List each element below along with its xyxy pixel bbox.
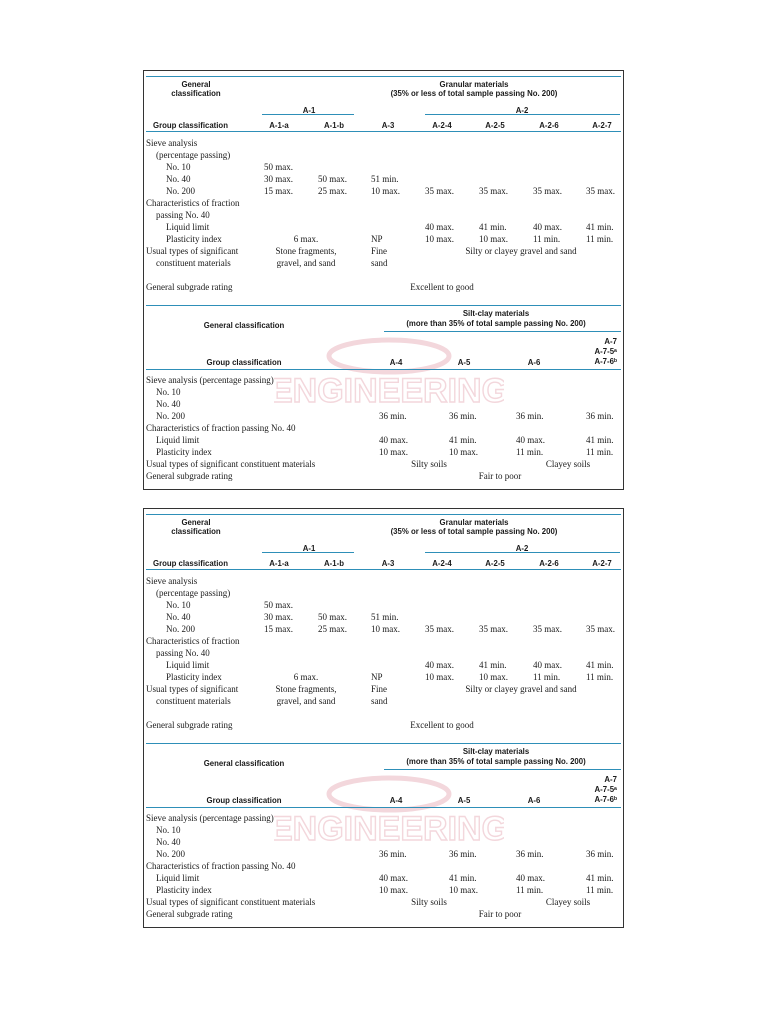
granular-materials-title: Granular materials <box>439 80 509 89</box>
cell-value: 35 max. <box>533 624 562 634</box>
row-label-no40: No. 40 <box>166 174 191 184</box>
cell-value: 11 min. <box>586 447 614 457</box>
cell-value: 51 min. <box>371 612 399 622</box>
cell-value: 11 min. <box>586 885 614 895</box>
row-label-plasticity-index: Plasticity index <box>166 234 222 244</box>
group-header: A-2-5 <box>485 559 505 568</box>
row-label-no200: No. 200 <box>166 186 195 196</box>
cell-value: 40 max. <box>533 222 562 232</box>
cell-value: NP <box>371 234 383 244</box>
cell-value: 35 max. <box>479 186 508 196</box>
cell-value: 11 min. <box>516 447 544 457</box>
cell-value: 10 max. <box>479 234 508 244</box>
table-rule <box>384 331 621 332</box>
cell-value: 30 max. <box>264 612 293 622</box>
cell-value: 25 max. <box>318 624 347 634</box>
sieve-analysis-label: (percentage passing) <box>156 150 231 160</box>
group-header: A-2-4 <box>432 559 452 568</box>
group-header: A-7-6ᵇ <box>594 357 617 366</box>
usual-types-label: Usual types of significant constituent materials <box>146 459 316 469</box>
cell-value: 40 max. <box>379 435 408 445</box>
group-header: A-2-4 <box>432 121 452 130</box>
table-rule <box>146 305 621 306</box>
cell-value: Stone fragments, <box>275 246 337 256</box>
cell-value: 10 max. <box>449 447 478 457</box>
table-rule <box>146 743 621 744</box>
group-header: A-1-a <box>269 559 289 568</box>
cell-value: 50 max. <box>264 600 293 610</box>
table-rule <box>384 769 621 770</box>
cell-value: Silty soils <box>411 459 447 469</box>
cell-value: Silty or clayey gravel and sand <box>465 246 577 256</box>
group-header: A-2-7 <box>592 559 612 568</box>
row-label-no200: No. 200 <box>156 849 185 859</box>
characteristics-label: passing No. 40 <box>156 210 210 220</box>
classification-table-2 <box>143 508 624 928</box>
cell-value: 15 max. <box>264 624 293 634</box>
table-rule <box>146 131 621 132</box>
sieve-analysis-label: (percentage passing) <box>156 588 231 598</box>
cell-value: NP <box>371 672 383 682</box>
cell-value: 40 max. <box>425 222 454 232</box>
cell-value: 10 max. <box>379 885 408 895</box>
general-classification-label: General <box>181 518 211 527</box>
cell-value: 40 max. <box>516 435 545 445</box>
group-a1-header: A-1 <box>302 106 316 115</box>
cell-value: 35 max. <box>586 624 615 634</box>
subgrade-rating-value: Fair to poor <box>478 909 522 919</box>
cell-value: 35 max. <box>425 186 454 196</box>
sieve-analysis-label: Sieve analysis (percentage passing) <box>146 813 274 823</box>
row-label-no10: No. 10 <box>156 387 181 397</box>
group-classification-label: Group classification <box>206 796 282 805</box>
cell-value: Clayey soils <box>545 897 591 907</box>
general-classification-label: General classification <box>203 759 285 768</box>
cell-value: 41 min. <box>479 660 507 670</box>
cell-value: 41 min. <box>586 222 614 232</box>
cell-value: 11 min. <box>586 672 614 682</box>
silt-clay-subtitle: (more than 35% of total sample passing No. 200) <box>406 757 586 766</box>
row-label-plasticity-index: Plasticity index <box>156 447 212 457</box>
group-header: A-1-b <box>324 559 344 568</box>
cell-value: 36 min. <box>449 411 477 421</box>
group-classification-label: Group classification <box>206 358 282 367</box>
cell-value: 41 min. <box>586 660 614 670</box>
cell-value: 41 min. <box>586 435 614 445</box>
cell-value: 36 min. <box>449 849 477 859</box>
table-rule <box>146 369 621 370</box>
cell-value: 10 max. <box>379 447 408 457</box>
cell-value: 11 min. <box>516 885 544 895</box>
cell-value: gravel, and sand <box>276 258 336 268</box>
cell-value: 40 max. <box>425 660 454 670</box>
table-rule <box>146 569 621 570</box>
row-label-no40: No. 40 <box>156 399 181 409</box>
group-header: A-4 <box>389 358 403 367</box>
cell-value: 35 max. <box>586 186 615 196</box>
cell-value: 40 max. <box>516 873 545 883</box>
cell-value: 10 max. <box>371 624 400 634</box>
table-rule <box>146 76 621 77</box>
characteristics-label: Characteristics of fraction passing No. 40 <box>146 861 296 871</box>
cell-value: Silty or clayey gravel and sand <box>465 684 577 694</box>
group-header: A-5 <box>457 358 471 367</box>
cell-value: 10 max. <box>371 186 400 196</box>
cell-value: Silty soils <box>411 897 447 907</box>
cell-value: Clayey soils <box>545 459 591 469</box>
group-a1-header: A-1 <box>302 544 316 553</box>
cell-value: 41 min. <box>449 873 477 883</box>
subgrade-rating-label: General subgrade rating <box>146 471 233 481</box>
group-header: A-6 <box>527 358 541 367</box>
group-header: A-7-5ᵃ <box>594 347 617 356</box>
cell-value: 36 min. <box>379 849 407 859</box>
row-label-liquid-limit: Liquid limit <box>156 873 200 883</box>
usual-types-label: Usual types of significant <box>146 246 239 256</box>
cell-value: 10 max. <box>425 672 454 682</box>
usual-types-label: constituent materials <box>156 258 231 268</box>
characteristics-label: Characteristics of fraction <box>146 636 240 646</box>
cell-value: 35 max. <box>533 186 562 196</box>
cell-value: 50 max. <box>264 162 293 172</box>
group-header: A-7-6ᵇ <box>594 795 617 804</box>
cell-value: 15 max. <box>264 186 293 196</box>
cell-value: 41 min. <box>479 222 507 232</box>
watermark-text: ENGINEERING <box>274 372 504 410</box>
cell-value: 6 max. <box>293 672 319 682</box>
general-classification-label: General <box>181 80 211 89</box>
cell-value: 36 min. <box>516 411 544 421</box>
cell-value: Stone fragments, <box>275 684 337 694</box>
group-a2-header: A-2 <box>515 106 529 115</box>
row-label-no10: No. 10 <box>156 825 181 835</box>
cell-value: 35 max. <box>479 624 508 634</box>
row-label-no40: No. 40 <box>156 837 181 847</box>
group-header: A-3 <box>381 121 395 130</box>
cell-value: 35 max. <box>425 624 454 634</box>
table-rule <box>146 807 621 808</box>
sieve-analysis-label: Sieve analysis <box>146 138 198 148</box>
cell-value: Fine <box>371 684 388 694</box>
group-classification-label: Group classification <box>153 121 228 130</box>
row-label-plasticity-index: Plasticity index <box>156 885 212 895</box>
characteristics-label: Characteristics of fraction passing No. 40 <box>146 423 296 433</box>
cell-value: 41 min. <box>449 435 477 445</box>
sieve-analysis-label: Sieve analysis (percentage passing) <box>146 375 274 385</box>
cell-value: 10 max. <box>449 885 478 895</box>
row-label-no10: No. 10 <box>166 600 191 610</box>
general-classification-label: classification <box>171 527 221 536</box>
row-label-no200: No. 200 <box>166 624 195 634</box>
row-label-no40: No. 40 <box>166 612 191 622</box>
cell-value: 36 min. <box>516 849 544 859</box>
cell-value: 10 max. <box>425 234 454 244</box>
usual-types-label: constituent materials <box>156 696 231 706</box>
silt-clay-subtitle: (more than 35% of total sample passing No. 200) <box>406 319 586 328</box>
granular-materials-subtitle: (35% or less of total sample passing No. 200) <box>390 89 558 98</box>
classification-table-1 <box>143 70 624 490</box>
sieve-analysis-label: Sieve analysis <box>146 576 198 586</box>
group-classification-label: Group classification <box>153 559 228 568</box>
row-label-liquid-limit: Liquid limit <box>166 660 210 670</box>
silt-clay-title: Silt-clay materials <box>462 747 530 756</box>
group-header: A-4 <box>389 796 403 805</box>
usual-types-label: Usual types of significant constituent materials <box>146 897 316 907</box>
cell-value: 51 min. <box>371 174 399 184</box>
group-header: A-2-5 <box>485 121 505 130</box>
cell-value: 6 max. <box>293 234 319 244</box>
cell-value: gravel, and sand <box>276 696 336 706</box>
subgrade-rating-label: General subgrade rating <box>146 909 233 919</box>
granular-materials-subtitle: (35% or less of total sample passing No. 200) <box>390 527 558 536</box>
silt-clay-title: Silt-clay materials <box>462 309 530 318</box>
cell-value: 36 min. <box>379 411 407 421</box>
cell-value: 41 min. <box>586 873 614 883</box>
row-label-plasticity-index: Plasticity index <box>166 672 222 682</box>
group-header: A-6 <box>527 796 541 805</box>
group-header: A-2-6 <box>539 121 559 130</box>
subgrade-rating-value: Excellent to good <box>410 282 474 292</box>
row-label-liquid-limit: Liquid limit <box>156 435 200 445</box>
granular-materials-title: Granular materials <box>439 518 509 527</box>
cell-value: 40 max. <box>379 873 408 883</box>
cell-value: 40 max. <box>533 660 562 670</box>
characteristics-label: Characteristics of fraction <box>146 198 240 208</box>
general-classification-label: General classification <box>203 321 285 330</box>
row-label-no200: No. 200 <box>156 411 185 421</box>
usual-types-label: Usual types of significant <box>146 684 239 694</box>
cell-value: sand <box>371 258 388 268</box>
row-label-liquid-limit: Liquid limit <box>166 222 210 232</box>
row-label-no10: No. 10 <box>166 162 191 172</box>
cell-value: sand <box>371 696 388 706</box>
cell-value: 11 min. <box>586 234 614 244</box>
group-header: A-1-b <box>324 121 344 130</box>
group-header: A-7 <box>604 775 617 784</box>
group-header: A-3 <box>381 559 395 568</box>
cell-value: 36 min. <box>586 849 614 859</box>
general-classification-label: classification <box>171 89 221 98</box>
cell-value: 10 max. <box>479 672 508 682</box>
cell-value: 50 max. <box>318 174 347 184</box>
subgrade-rating-label: General subgrade rating <box>146 720 233 730</box>
cell-value: 11 min. <box>533 234 561 244</box>
group-header: A-1-a <box>269 121 289 130</box>
characteristics-label: passing No. 40 <box>156 648 210 658</box>
table-rule <box>146 514 621 515</box>
group-header: A-7 <box>604 337 617 346</box>
subgrade-rating-value: Excellent to good <box>410 720 474 730</box>
cell-value: 50 max. <box>318 612 347 622</box>
subgrade-rating-value: Fair to poor <box>478 471 522 481</box>
watermark-text: ENGINEERING <box>274 810 504 848</box>
cell-value: 11 min. <box>533 672 561 682</box>
group-header: A-2-6 <box>539 559 559 568</box>
group-header: A-5 <box>457 796 471 805</box>
cell-value: 30 max. <box>264 174 293 184</box>
cell-value: 25 max. <box>318 186 347 196</box>
cell-value: Fine <box>371 246 388 256</box>
group-a2-header: A-2 <box>515 544 529 553</box>
group-header: A-2-7 <box>592 121 612 130</box>
group-header: A-7-5ᵃ <box>594 785 617 794</box>
subgrade-rating-label: General subgrade rating <box>146 282 233 292</box>
cell-value: 36 min. <box>586 411 614 421</box>
